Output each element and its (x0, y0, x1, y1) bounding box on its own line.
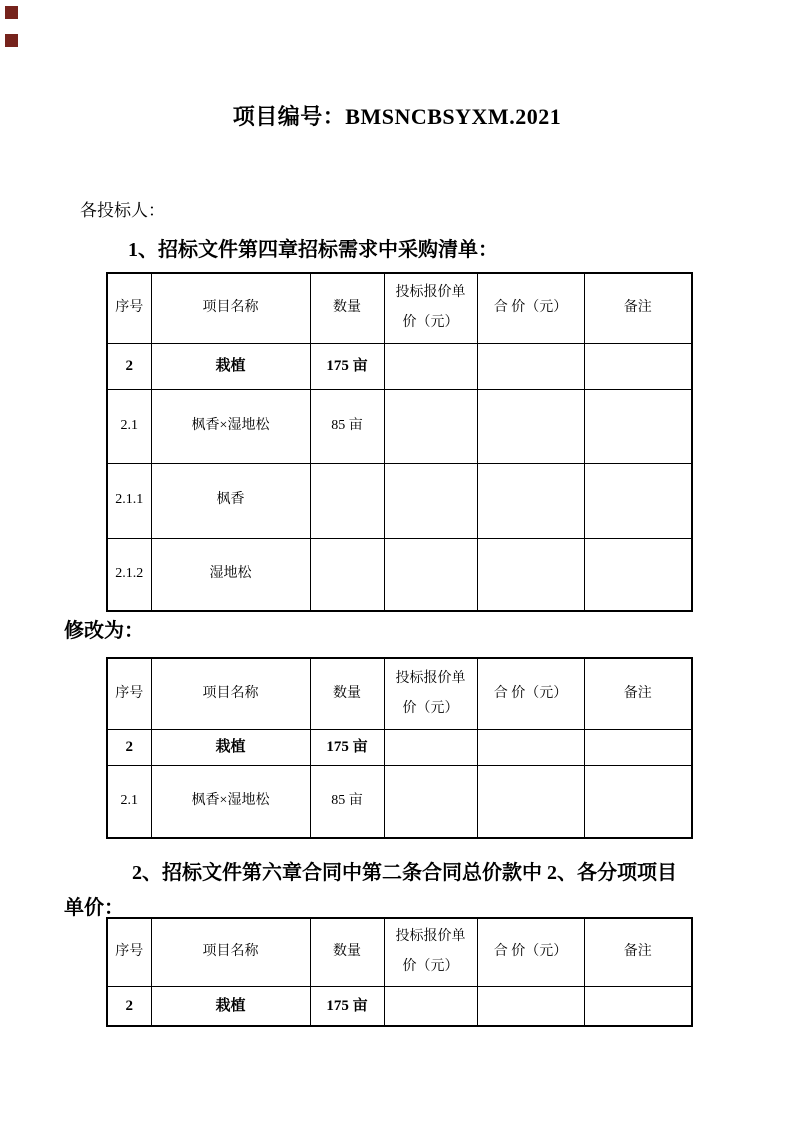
table-cell-remark (584, 343, 692, 389)
column-header-name: 项目名称 (151, 918, 310, 986)
table-cell-unit-price (384, 986, 477, 1026)
modified-label: 修改为： (64, 620, 144, 642)
section-2-heading-line2: 单价： (64, 897, 124, 919)
table-header-row (107, 658, 692, 729)
table-cell-name: 枫香 (151, 463, 310, 538)
table-cell-name: 湿地松 (151, 538, 310, 611)
unit-price-header-line1: 投标报价单 (395, 670, 466, 686)
column-header-total: 合 价（元） (477, 918, 584, 986)
column-header-qty: 数量 (310, 918, 384, 986)
table-cell-seq: 2 (107, 343, 151, 389)
table-cell-total (477, 729, 584, 765)
table-cell-name: 栽植 (151, 343, 310, 389)
column-header-name: 项目名称 (151, 273, 310, 343)
column-header-qty: 数量 (310, 658, 384, 729)
table-cell-remark (584, 765, 692, 838)
column-header-remark: 备注 (584, 918, 692, 986)
table-row (107, 729, 692, 765)
column-header-unit-price (384, 273, 477, 343)
table-cell-total (477, 343, 584, 389)
table-cell-seq: 2.1.1 (107, 463, 151, 538)
column-header-remark: 备注 (584, 273, 692, 343)
table-row (107, 463, 692, 538)
table-cell-remark (584, 729, 692, 765)
table-cell-seq: 2 (107, 986, 151, 1026)
column-header-unit-price (384, 918, 477, 986)
table-cell-qty: 85 亩 (310, 389, 384, 463)
column-header-total: 合 价（元） (477, 273, 584, 343)
table-cell-qty: 85 亩 (310, 765, 384, 838)
table-row (107, 986, 692, 1026)
table-cell-remark (584, 538, 692, 611)
table-cell-seq: 2.1 (107, 389, 151, 463)
table-row (107, 765, 692, 838)
table-cell-unit-price (384, 343, 477, 389)
table-cell-name: 栽植 (151, 729, 310, 765)
table-cell-remark (584, 986, 692, 1026)
table-cell-name: 枫香×湿地松 (151, 389, 310, 463)
table-cell-qty: 175 亩 (310, 343, 384, 389)
table-row (107, 343, 692, 389)
table-cell-qty (310, 463, 384, 538)
corner-mark-icon (5, 6, 18, 19)
section-2-heading-line1: 2、招标文件第六章合同中第二条合同总价款中 2、各分项项目 (132, 862, 677, 884)
table-cell-remark (584, 389, 692, 463)
unit-price-header-line1: 投标报价单 (395, 285, 466, 301)
unit-price-header-line2: 价（元） (402, 959, 459, 975)
table-header-row (107, 273, 692, 343)
unit-price-table-container (106, 917, 693, 1027)
table-row (107, 389, 692, 463)
modified-table-container (106, 657, 693, 839)
table-cell-total (477, 986, 584, 1026)
table-cell-seq: 2.1.2 (107, 538, 151, 611)
unit-price-table (106, 917, 693, 1027)
salutation-text: 各投标人： (80, 201, 165, 220)
column-header-seq: 序号 (107, 658, 151, 729)
table-cell-seq: 2.1 (107, 765, 151, 838)
table-cell-remark (584, 463, 692, 538)
table-header-row (107, 918, 692, 986)
table-cell-total (477, 765, 584, 838)
table-cell-unit-price (384, 463, 477, 538)
table-cell-total (477, 463, 584, 538)
column-header-unit-price (384, 658, 477, 729)
modified-table (106, 657, 693, 839)
column-header-name: 项目名称 (151, 658, 310, 729)
section-2-heading (64, 856, 728, 926)
document-title: 项目编号：BMSNCBSYXM.2021 (232, 104, 562, 129)
table-cell-qty: 175 亩 (310, 729, 384, 765)
table-cell-seq: 2 (107, 729, 151, 765)
table-cell-total (477, 538, 584, 611)
table-cell-total (477, 389, 584, 463)
corner-mark-icon (5, 34, 18, 47)
section-1-heading: 1、招标文件第四章招标需求中采购清单： (128, 239, 498, 261)
column-header-qty: 数量 (310, 273, 384, 343)
table-cell-name: 栽植 (151, 986, 310, 1026)
table-cell-unit-price (384, 729, 477, 765)
unit-price-header-line1: 投标报价单 (395, 929, 466, 945)
table-cell-unit-price (384, 538, 477, 611)
table-cell-qty (310, 538, 384, 611)
table-row (107, 538, 692, 611)
unit-price-header-line2: 价（元） (402, 700, 459, 716)
column-header-remark: 备注 (584, 658, 692, 729)
table-cell-qty: 175 亩 (310, 986, 384, 1026)
table-cell-unit-price (384, 389, 477, 463)
column-header-seq: 序号 (107, 273, 151, 343)
unit-price-header-line2: 价（元） (402, 315, 459, 331)
table-cell-unit-price (384, 765, 477, 838)
column-header-seq: 序号 (107, 918, 151, 986)
table-cell-name: 枫香×湿地松 (151, 765, 310, 838)
procurement-table-1-container (106, 272, 693, 612)
column-header-total: 合 价（元） (477, 658, 584, 729)
procurement-table-1 (106, 272, 693, 612)
